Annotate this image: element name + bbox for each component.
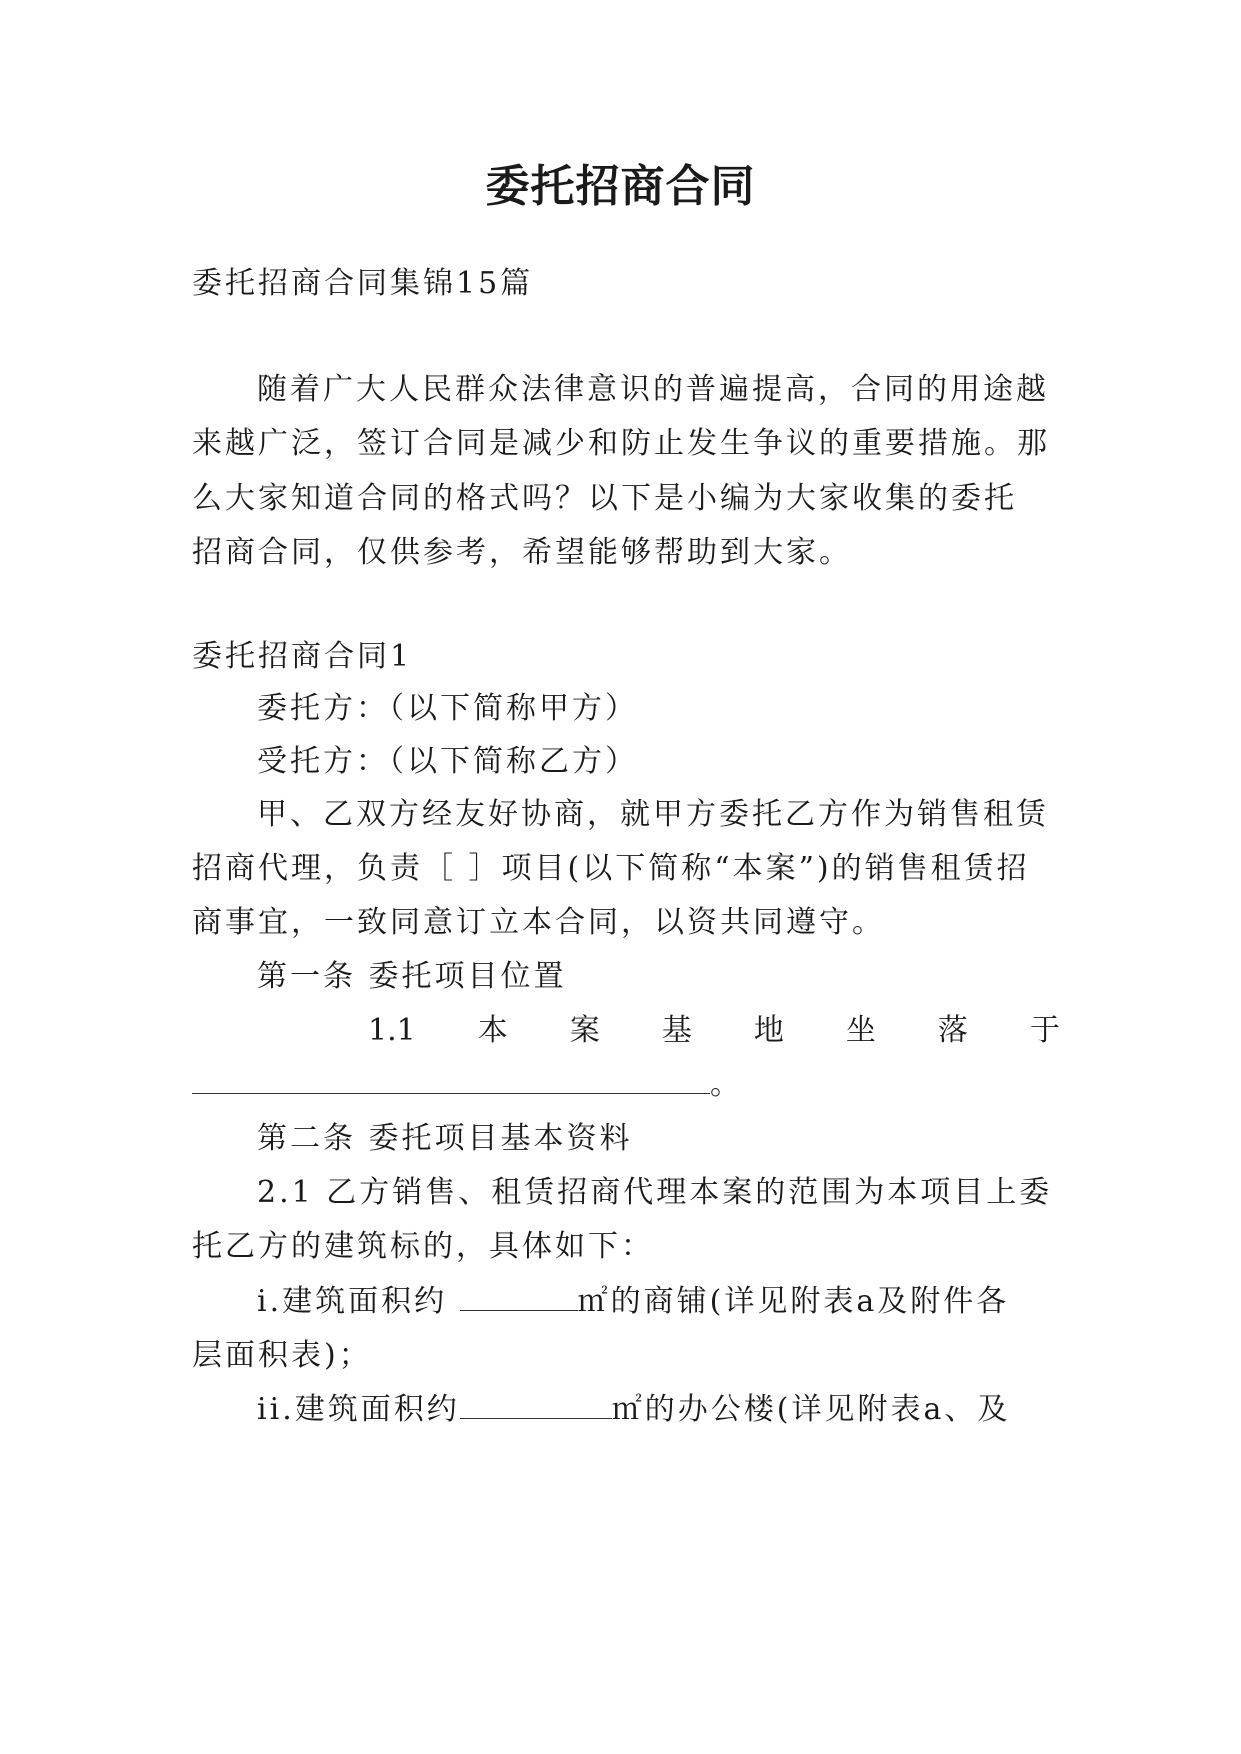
- party-a-line: 委托方：（以下简称甲方）: [257, 691, 638, 726]
- clause-1-1-word: 1.1: [368, 1013, 416, 1048]
- clause-1-1-word: 地: [753, 1013, 784, 1048]
- clause-1-1-word: 本: [477, 1013, 508, 1048]
- document-title: 委托招商合同: [485, 161, 756, 212]
- item-i-prefix: i.建筑面积约: [257, 1284, 460, 1319]
- item-ii-prefix: ii.建筑面积约: [257, 1392, 460, 1427]
- item-ii-line: [257, 1390, 1060, 1430]
- clause-1-1-word: 于: [1029, 1013, 1060, 1048]
- item-ii-suffix: ㎡的办公楼(详见附表a、及: [611, 1392, 1011, 1427]
- clause-1-1-word: 落: [937, 1013, 968, 1048]
- preamble-line: 商事宜，一致同意订立本合同，以资共同遵守。: [192, 905, 885, 940]
- intro-line: 么大家知道合同的格式吗？以下是小编为大家收集的委托: [192, 481, 1017, 516]
- intro-line: 随着广大人民群众法律意识的普遍提高，合同的用途越: [257, 372, 1049, 407]
- contract-heading: 委托招商合同1: [192, 639, 413, 674]
- clause-1-1: [368, 1011, 1060, 1051]
- intro-line: 招商合同，仅供参考，希望能够帮助到大家。: [192, 535, 852, 570]
- address-blank: [192, 1065, 710, 1094]
- clause-1-1-word: 坐: [845, 1013, 876, 1048]
- clause-2-1-line: 2.1 乙方销售、租赁招商代理本案的范围为本项目上委: [257, 1175, 1053, 1210]
- preamble-line: 甲、乙双方经友好协商，就甲方委托乙方作为销售租赁: [257, 797, 1049, 832]
- item-i-area-blank: [460, 1282, 578, 1311]
- item-i-suffix: ㎡的商铺(详见附表a及附件各: [577, 1284, 1010, 1319]
- document-subtitle: 委托招商合同集锦15篇: [192, 266, 534, 301]
- clause-1-1-word: 基: [661, 1013, 692, 1048]
- clause-2-1-line: 托乙方的建筑标的，具体如下：: [192, 1229, 654, 1264]
- address-blank-line: [192, 1065, 1060, 1105]
- item-i-cont: 层面积表)；: [192, 1338, 372, 1373]
- article-1-title: 第一条 委托项目位置: [257, 959, 567, 994]
- article-2-title: 第二条 委托项目基本资料: [257, 1121, 633, 1156]
- item-i-line: [257, 1282, 1060, 1322]
- preamble-line: 招商代理，负责［ ］项目(以下简称“本案”)的销售租赁招: [192, 851, 1030, 886]
- party-b-line: 受托方：（以下简称乙方）: [257, 744, 638, 779]
- intro-line: 来越广泛，签订合同是减少和防止发生争议的重要措施。那: [192, 426, 1050, 461]
- address-blank-end: 。: [710, 1067, 743, 1102]
- clause-1-1-word: 案: [569, 1013, 600, 1048]
- item-ii-area-blank: [460, 1390, 612, 1419]
